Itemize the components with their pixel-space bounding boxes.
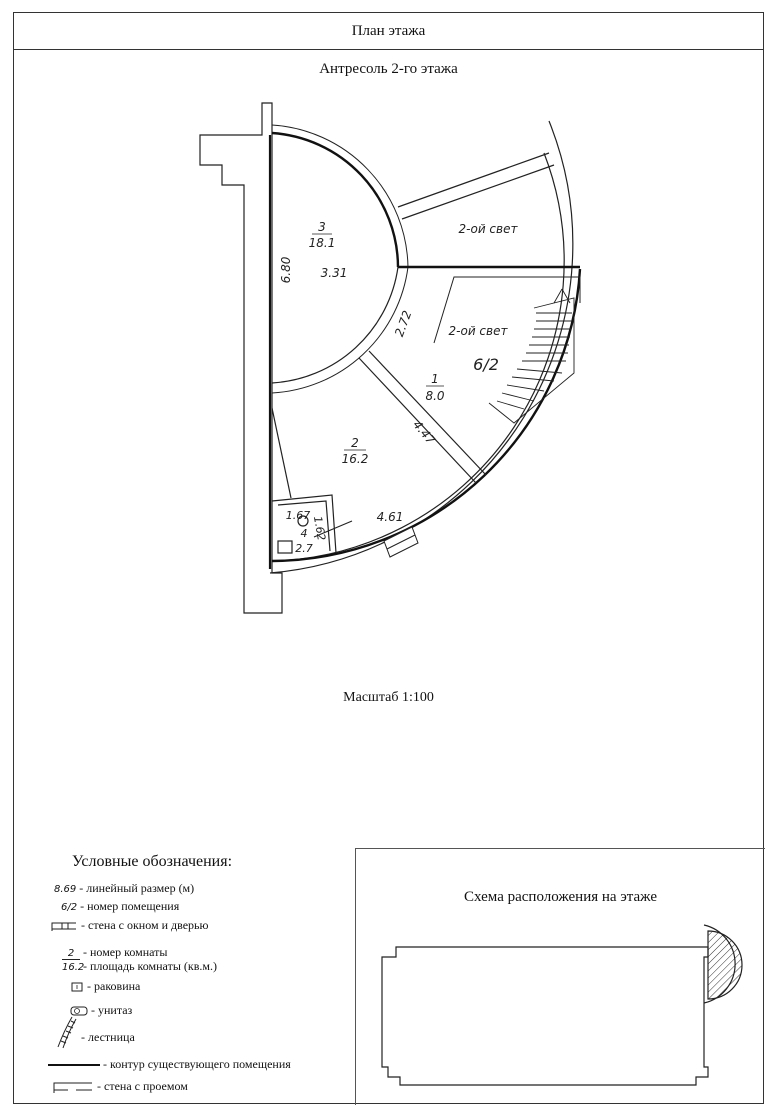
legend-text-sink: - раковина: [87, 979, 141, 993]
dim-447: 4.47: [410, 417, 439, 448]
building-outline: [382, 947, 708, 1085]
room3-number: 3: [318, 220, 326, 234]
dim-680: 6.80: [279, 256, 293, 284]
room2-number: 2: [351, 436, 359, 450]
legend-item-area: [62, 959, 217, 974]
mezzanine-highlight: [708, 931, 742, 999]
contour-line-icon: [48, 1061, 100, 1069]
room3-area: 18.1: [308, 236, 336, 250]
dim-167: 1.67: [285, 509, 311, 522]
scale-label: Масштаб 1:100: [343, 690, 434, 705]
legend-item-linear: [54, 881, 194, 896]
legend-title: Условные обозначения:: [72, 853, 233, 870]
dim-162: 1.62: [310, 515, 328, 542]
room1-number: 1: [431, 372, 439, 386]
legend-text-area: - площадь комнаты (кв.м.): [83, 959, 217, 973]
location-scheme: [355, 848, 765, 1105]
scheme-title: Схема расположения на этаже: [464, 889, 657, 905]
legend-item-contour: [48, 1057, 291, 1072]
legend-symbol-linear: 8.69: [54, 884, 77, 895]
legend-symbol-area: 16.2: [62, 962, 85, 973]
legend-text-window-door: - стена с окном и дверью: [81, 918, 209, 932]
drawing-sheet: [13, 12, 764, 1104]
legend-symbol-room: 2: [62, 948, 80, 960]
sink-icon: [70, 981, 84, 993]
light-label-top: 2-ой свет: [458, 222, 518, 236]
legend-text-stairs: - лестница: [81, 1029, 135, 1044]
dim-272: 2.72: [392, 308, 415, 339]
room1-area: 8.0: [425, 389, 445, 403]
room3-semicircle-lower: [272, 267, 398, 383]
legend-item-room: [62, 945, 167, 960]
legend-text-opening: - стена с проемом: [97, 1079, 188, 1093]
room2-area: 16.2: [341, 452, 369, 466]
light-wall-top: [398, 153, 549, 207]
room4-number: 4: [300, 527, 308, 540]
dim-461: 4.61: [376, 510, 404, 524]
legend-item-room-number: [61, 899, 179, 914]
outer-arc-inner: [272, 153, 564, 561]
legend-text-toilet: - унитаз: [91, 1003, 133, 1017]
legend-text-room-number: - номер помещения: [80, 899, 180, 913]
legend-item-opening: [52, 1079, 188, 1094]
legend-text-contour: - контур существующего помещения: [103, 1057, 291, 1071]
partition-b: [369, 351, 486, 475]
outer-arc-wall: [270, 121, 573, 573]
window-door-wall-icon: [50, 920, 78, 932]
legend-item-sink: [70, 979, 140, 994]
room4-area: 2.7: [295, 542, 313, 555]
light-wall-top2: [402, 165, 554, 219]
legend-text-room: - номер комнаты: [83, 945, 168, 959]
page-title: План этажа: [14, 13, 763, 50]
light-label-mid: 2-ой свет: [448, 324, 508, 338]
floor-subtitle: Антресоль 2-го этажа: [319, 61, 458, 77]
legend-text-linear: - линейный размер (м): [79, 881, 195, 895]
bathroom-block: [272, 408, 352, 553]
opening-wall-icon: [52, 1080, 94, 1094]
floor-plan: [14, 13, 765, 713]
stairs-icon: [54, 1015, 78, 1049]
legend-symbol-room-number: 6/2: [61, 902, 78, 913]
dim-331: 3.31: [320, 266, 348, 280]
scheme-drawing: [356, 849, 766, 1106]
legend-item-window-door: [50, 918, 208, 933]
legend-item-stairs: [54, 1015, 135, 1049]
room-number-62: 6/2: [473, 355, 499, 374]
